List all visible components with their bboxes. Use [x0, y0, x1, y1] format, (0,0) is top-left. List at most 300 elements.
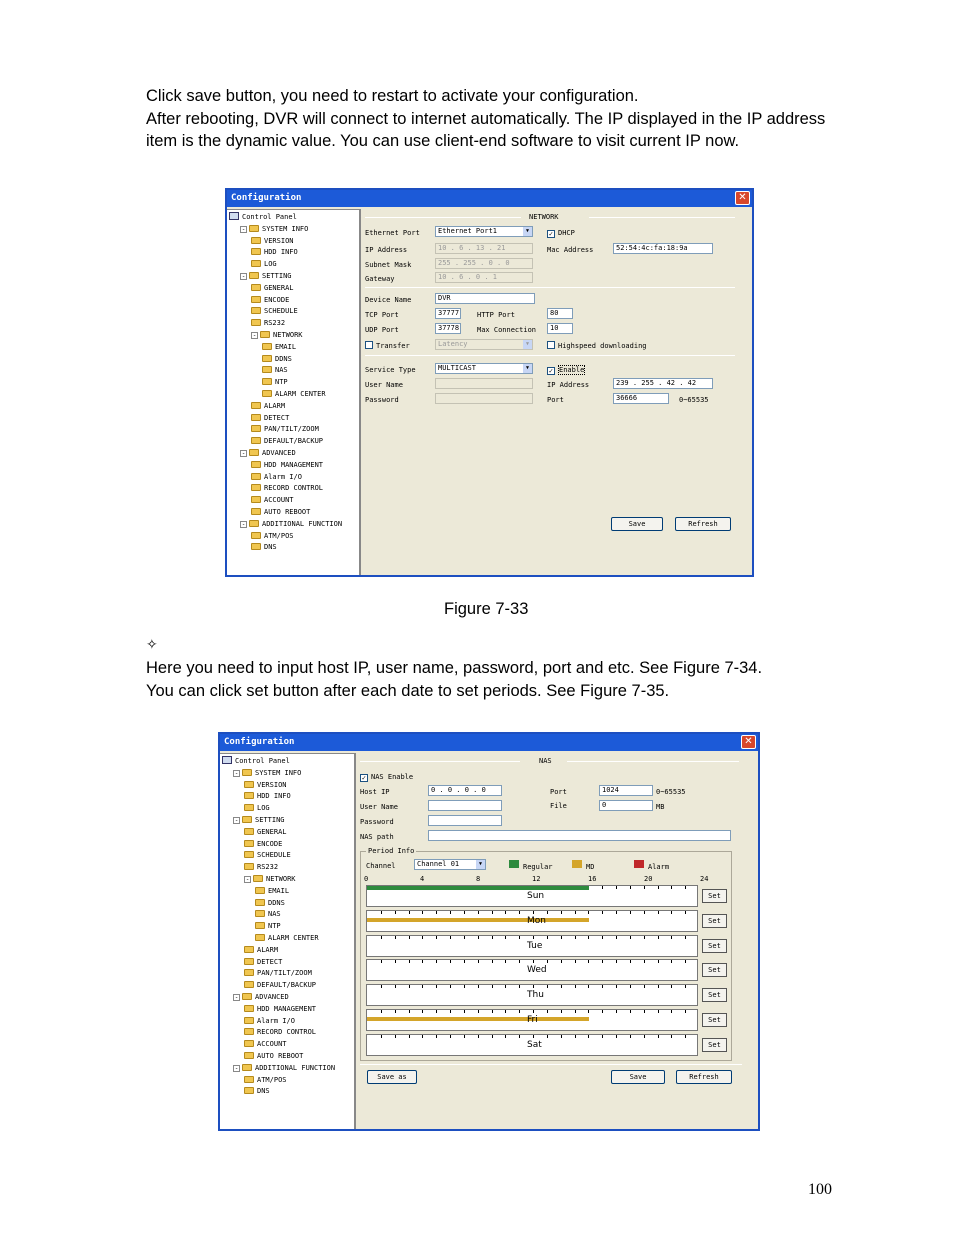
- collapse-icon[interactable]: -: [241, 225, 246, 233]
- password-field[interactable]: [435, 393, 533, 404]
- tree-item-setting[interactable]: [233, 815, 285, 826]
- tree-item-label: RECORD CONTROL: [257, 1028, 317, 1037]
- tree-item-hdd-info[interactable]: [244, 791, 291, 802]
- hour-tick: [630, 1035, 631, 1038]
- tree-item-schedule[interactable]: [251, 306, 298, 317]
- folder-icon: [244, 804, 254, 811]
- tree-item-auto-reboot[interactable]: [251, 507, 310, 518]
- collapse-icon[interactable]: -: [252, 332, 257, 339]
- host-ip-label: Host IP: [360, 788, 390, 796]
- folder-icon: [251, 237, 261, 244]
- folder-icon: [251, 296, 261, 303]
- hour-tick: [409, 936, 410, 939]
- hour-tick: [644, 886, 645, 889]
- hour-tick: [464, 960, 465, 963]
- service-type-label: Service Type: [365, 366, 416, 374]
- nas-config-window: [218, 732, 760, 1131]
- set-button-sun[interactable]: Set: [702, 889, 727, 903]
- hour-tick: [685, 1010, 686, 1013]
- tree-item-label: HDD MANAGEMENT: [264, 460, 324, 469]
- hour-tick: [671, 911, 672, 914]
- collapse-icon[interactable]: -: [241, 450, 246, 457]
- hour-tick: [422, 1035, 423, 1038]
- tree-item-rs232[interactable]: [251, 318, 285, 329]
- chevron-down-icon: ▼: [523, 227, 532, 236]
- folder-icon: [255, 934, 265, 941]
- ip-address-field[interactable]: [435, 243, 533, 254]
- set-button-mon[interactable]: Set: [702, 914, 727, 928]
- legend-swatch: [634, 860, 644, 868]
- folder-icon: [251, 461, 261, 468]
- hour-tick: [630, 960, 631, 963]
- collapse-icon[interactable]: -: [234, 1064, 239, 1072]
- tree-item-default-backup[interactable]: [251, 436, 323, 447]
- hour-tick: [505, 1035, 506, 1038]
- config-tree: [220, 753, 356, 1129]
- highspeed-label: Highspeed downloading: [558, 342, 647, 350]
- tree-item-detect[interactable]: [244, 957, 282, 968]
- nas-user-field[interactable]: [428, 800, 502, 811]
- body-paragraph: [146, 657, 826, 702]
- tree-item-hdd-management[interactable]: [251, 460, 323, 471]
- collapse-icon[interactable]: -: [234, 994, 239, 1001]
- hour-tick: [671, 886, 672, 889]
- hour-tick: [519, 936, 520, 939]
- folder-icon: [255, 899, 265, 906]
- hour-tick: [588, 960, 589, 963]
- file-field[interactable]: [599, 800, 653, 811]
- tree-item-schedule[interactable]: [244, 850, 291, 861]
- computer-icon: [229, 212, 239, 220]
- tree-item-label: RECORD CONTROL: [264, 484, 324, 493]
- hour-tick: [519, 1035, 520, 1038]
- hour-tick: [464, 936, 465, 939]
- port-value: 36666: [616, 394, 638, 402]
- hour-tick-label: 0: [364, 875, 369, 883]
- window-title: Configuration: [224, 737, 295, 747]
- tree-item-account[interactable]: [244, 1039, 287, 1050]
- hour-tick: [409, 985, 410, 988]
- udp-port-field[interactable]: [435, 323, 461, 334]
- hour-tick: [685, 1035, 686, 1038]
- tree-item-label: Control Panel: [235, 757, 290, 765]
- tree-item-version[interactable]: [251, 236, 294, 247]
- window-title-bar: [227, 190, 752, 207]
- device-name-field[interactable]: [435, 293, 535, 304]
- tree-item-pan-tilt-zoom[interactable]: [251, 424, 319, 435]
- collapse-icon[interactable]: -: [241, 273, 246, 280]
- tree-item-setting[interactable]: [240, 271, 292, 282]
- tree-item-label: DEFAULT/BACKUP: [264, 437, 324, 446]
- figure-caption: Figure 7-33: [444, 600, 529, 618]
- legend-label: Alarm: [648, 863, 670, 871]
- tree-item-alarm-center[interactable]: [262, 389, 326, 400]
- tree-item-record-control[interactable]: [244, 1027, 316, 1038]
- hour-tick: [616, 985, 617, 988]
- checkbox-icon: ✓: [361, 774, 367, 782]
- folder-icon: [244, 958, 254, 965]
- hour-tick: [547, 1010, 548, 1013]
- hour-tick: [658, 936, 659, 939]
- folder-icon: [251, 260, 261, 267]
- collapse-icon[interactable]: -: [234, 769, 239, 777]
- config-tree: [227, 209, 361, 575]
- hour-tick: [450, 1035, 451, 1038]
- multicast-ip-field[interactable]: [613, 378, 713, 389]
- tree-item-version[interactable]: [244, 780, 287, 791]
- tree-item-encode[interactable]: [244, 839, 282, 850]
- hour-tick: [395, 960, 396, 963]
- hour-tick: [644, 936, 645, 939]
- set-button-wed[interactable]: Set: [702, 963, 727, 977]
- hour-tick: [602, 1035, 603, 1038]
- tree-item-additional-function[interactable]: [233, 1063, 335, 1074]
- hour-tick: [478, 985, 479, 988]
- ethernet-port-value: Ethernet Port1: [438, 227, 498, 235]
- tree-item-label: VERSION: [257, 780, 287, 789]
- hour-tick: [616, 911, 617, 914]
- nas-port-range-text: 0~65535: [656, 788, 686, 796]
- tree-item-dns[interactable]: [251, 542, 277, 553]
- tree-item-detect[interactable]: [251, 413, 289, 424]
- hour-tick: [685, 985, 686, 988]
- hour-tick: [547, 985, 548, 988]
- hour-tick: [561, 985, 562, 988]
- tree-item-control-panel[interactable]: [222, 756, 290, 767]
- hour-tick: [575, 1035, 576, 1038]
- hour-tick: [492, 911, 493, 914]
- hour-tick: [685, 911, 686, 914]
- tree-item-label: ADDITIONAL FUNCTION: [255, 1063, 336, 1072]
- folder-icon: [244, 1040, 254, 1047]
- gateway-field[interactable]: [435, 272, 533, 283]
- hour-tick: [381, 985, 382, 988]
- tree-item-ntp[interactable]: [255, 921, 281, 932]
- hour-tick: [588, 985, 589, 988]
- set-button-fri[interactable]: Set: [702, 1013, 727, 1027]
- hour-tick: [644, 1035, 645, 1038]
- collapse-icon[interactable]: -: [241, 520, 246, 528]
- day-bar-thu[interactable]: [366, 984, 698, 1006]
- tree-item-general[interactable]: [251, 283, 294, 294]
- hour-tick: [616, 1035, 617, 1038]
- folder-icon: [251, 307, 261, 314]
- port-range-text: 0~65535: [679, 396, 709, 404]
- day-label: Thu: [527, 990, 544, 1001]
- tree-item-nas[interactable]: [255, 909, 281, 920]
- hour-tick: [533, 936, 534, 939]
- tree-item-label: DETECT: [257, 957, 283, 966]
- tree-item-atm-pos[interactable]: [244, 1075, 287, 1086]
- nas-password-field[interactable]: [428, 815, 502, 826]
- multicast-ip-value: 239 . 255 . 42 . 42: [616, 379, 697, 387]
- folder-icon: [242, 816, 252, 823]
- nas-enable-label: NAS Enable: [371, 773, 414, 781]
- bullet-icon: ✧: [146, 636, 158, 652]
- port-field[interactable]: [613, 393, 669, 404]
- tree-item-alarm[interactable]: [244, 945, 278, 956]
- max-connection-label: Max Connection: [477, 326, 537, 334]
- folder-icon: [244, 1005, 254, 1012]
- hour-tick: [409, 960, 410, 963]
- tree-item-system-info[interactable]: [240, 224, 308, 235]
- tree-item-nas[interactable]: [262, 365, 288, 376]
- device-name-label: Device Name: [365, 296, 412, 304]
- tree-item-label: ALARM: [257, 945, 279, 954]
- tree-item-label: NTP: [275, 378, 288, 387]
- save-as-button[interactable]: Save as: [367, 1070, 417, 1084]
- hour-tick: [644, 911, 645, 914]
- max-connection-field[interactable]: [547, 323, 573, 334]
- channel-label: Channel: [366, 862, 396, 870]
- day-bar-fri[interactable]: [366, 1009, 698, 1031]
- http-port-field[interactable]: [547, 308, 573, 319]
- hour-tick: [395, 1010, 396, 1013]
- set-button-tue[interactable]: Set: [702, 939, 727, 953]
- tree-item-default-backup[interactable]: [244, 980, 316, 991]
- folder-icon: [242, 993, 252, 1000]
- day-bar-mon[interactable]: [366, 910, 698, 932]
- hour-tick: [533, 1010, 534, 1013]
- day-bar-sun[interactable]: [366, 885, 698, 907]
- day-label: Sun: [527, 891, 545, 901]
- highspeed-checkbox[interactable]: [547, 341, 647, 351]
- ethernet-port-label: Ethernet Port: [365, 229, 420, 237]
- close-icon[interactable]: ✕: [741, 735, 756, 749]
- tree-item-label: DEFAULT/BACKUP: [257, 981, 317, 990]
- tree-item-control-panel[interactable]: [229, 212, 297, 223]
- hour-tick: [644, 960, 645, 963]
- day-bar-sat[interactable]: [366, 1034, 698, 1056]
- hour-tick: [409, 1035, 410, 1038]
- hour-tick: [478, 1035, 479, 1038]
- tree-item-ddns[interactable]: [262, 354, 292, 365]
- tree-item-log[interactable]: [244, 803, 270, 814]
- hour-tick: [422, 960, 423, 963]
- hour-tick: [422, 911, 423, 914]
- channel-select[interactable]: [414, 859, 486, 870]
- hour-tick: [505, 936, 506, 939]
- nas-enable-checkbox[interactable]: [360, 772, 413, 782]
- intro-line-2: After rebooting, DVR will connect to internet automatically. The IP displayed in the IP address item is the dynamic value. You can use client-end software to visit current IP now.: [146, 109, 826, 150]
- hour-tick: [395, 911, 396, 914]
- tree-item-alarm-i-o[interactable]: [251, 472, 302, 483]
- folder-icon: [260, 331, 270, 338]
- tree-item-label: LOG: [257, 804, 270, 813]
- hour-tick: [561, 1010, 562, 1013]
- tree-item-label: Alarm I/O: [257, 1016, 295, 1025]
- tree-item-advanced[interactable]: [233, 992, 289, 1003]
- tree-item-label: ENCODE: [264, 295, 290, 304]
- folder-icon: [262, 390, 272, 397]
- enable-checkbox[interactable]: [547, 365, 585, 375]
- tree-item-dns[interactable]: [244, 1086, 270, 1097]
- close-icon[interactable]: ✕: [735, 191, 750, 205]
- hour-tick: [616, 960, 617, 963]
- folder-icon: [249, 449, 259, 456]
- hour-tick: [492, 1010, 493, 1013]
- day-bar-wed[interactable]: [366, 959, 698, 981]
- folder-icon: [244, 981, 254, 988]
- hour-tick: [533, 911, 534, 914]
- hour-tick: [409, 1010, 410, 1013]
- hour-tick: [671, 985, 672, 988]
- hour-tick: [616, 936, 617, 939]
- intro-paragraph: [146, 85, 826, 153]
- tree-item-log[interactable]: [251, 259, 277, 270]
- nas-path-label: NAS path: [360, 833, 394, 841]
- folder-icon: [251, 484, 261, 491]
- folder-icon: [244, 1087, 254, 1094]
- subnet-mask-field[interactable]: [435, 258, 533, 269]
- hour-tick: [658, 886, 659, 889]
- hour-tick: [478, 1010, 479, 1013]
- tree-item-account[interactable]: [251, 495, 294, 506]
- tree-item-network[interactable]: [251, 330, 303, 341]
- hour-tick: [505, 960, 506, 963]
- hour-tick: [602, 936, 603, 939]
- tree-item-encode[interactable]: [251, 295, 289, 306]
- file-label: File: [550, 802, 567, 810]
- hour-tick: [547, 936, 548, 939]
- folder-icon: [244, 863, 254, 870]
- hour-tick: [381, 911, 382, 914]
- hour-tick: [395, 936, 396, 939]
- file-unit: MB: [656, 803, 665, 811]
- hour-tick: [436, 911, 437, 914]
- udp-port-label: UDP Port: [365, 326, 399, 334]
- hour-tick: [658, 1035, 659, 1038]
- hour-tick: [436, 985, 437, 988]
- folder-icon: [262, 343, 272, 350]
- transfer-checkbox[interactable]: [365, 341, 410, 351]
- hour-tick: [395, 1035, 396, 1038]
- hour-tick: [436, 936, 437, 939]
- hour-tick: [519, 960, 520, 963]
- day-bar-tue[interactable]: [366, 935, 698, 957]
- hour-tick: [381, 1010, 382, 1013]
- period-info-title: Period Info: [368, 847, 415, 855]
- hour-tick: [464, 1035, 465, 1038]
- tree-item-alarm[interactable]: [251, 401, 285, 412]
- day-label: Tue: [527, 940, 543, 951]
- hour-tick: [561, 936, 562, 939]
- folder-icon: [244, 1052, 254, 1059]
- day-label: Fri: [527, 1015, 538, 1025]
- collapse-icon[interactable]: -: [245, 876, 250, 883]
- hour-tick: [505, 911, 506, 914]
- hour-tick: [588, 1035, 589, 1038]
- collapse-icon[interactable]: -: [234, 817, 239, 824]
- tcp-port-field[interactable]: [435, 308, 461, 319]
- tree-item-hdd-management[interactable]: [244, 1004, 316, 1015]
- tree-item-atm-pos[interactable]: [251, 531, 294, 542]
- ethernet-port-select[interactable]: [435, 226, 533, 237]
- channel-value: Channel 01: [417, 860, 460, 868]
- hour-tick: [464, 911, 465, 914]
- refresh-button[interactable]: Refresh: [675, 517, 731, 531]
- folder-icon: [251, 425, 261, 432]
- set-button-sat[interactable]: Set: [702, 1038, 727, 1052]
- tree-item-label: VERSION: [264, 236, 294, 245]
- tree-item-email[interactable]: [262, 342, 296, 353]
- nas-path-field[interactable]: [428, 830, 731, 841]
- folder-icon: [253, 875, 263, 882]
- tree-item-label: LOG: [264, 260, 277, 269]
- hour-tick-label: 24: [700, 875, 709, 883]
- multicast-ip-label: IP Address: [547, 381, 590, 389]
- hour-tick: [575, 1010, 576, 1013]
- tree-item-network[interactable]: [244, 874, 296, 885]
- tcp-port-value: 37777: [438, 309, 460, 317]
- tree-item-system-info[interactable]: [233, 768, 301, 779]
- tree-item-label: SCHEDULE: [257, 851, 291, 860]
- ip-address-label: IP Address: [365, 246, 408, 254]
- password-label: Password: [365, 396, 399, 404]
- folder-icon: [244, 828, 254, 835]
- tree-item-label: HDD MANAGEMENT: [257, 1004, 317, 1013]
- save-button[interactable]: Save: [611, 1070, 665, 1084]
- tree-item-label: ALARM: [264, 401, 286, 410]
- tree-item-label: PAN/TILT/ZOOM: [264, 425, 319, 434]
- transfer-select[interactable]: [435, 339, 533, 350]
- hour-tick: [422, 985, 423, 988]
- folder-icon: [244, 1017, 254, 1024]
- tree-item-ddns[interactable]: [255, 898, 285, 909]
- nas-port-field[interactable]: [599, 785, 653, 796]
- tree-item-label: NTP: [268, 922, 281, 931]
- tree-item-additional-function[interactable]: [240, 519, 342, 530]
- hour-tick-label: 8: [476, 875, 481, 883]
- service-type-select[interactable]: [435, 363, 533, 374]
- hour-tick: [409, 911, 410, 914]
- host-ip-field[interactable]: [428, 785, 502, 796]
- user-name-field[interactable]: [435, 378, 533, 389]
- tree-item-general[interactable]: [244, 827, 287, 838]
- tree-item-record-control[interactable]: [251, 483, 323, 494]
- page-number: 100: [808, 1181, 832, 1198]
- refresh-button[interactable]: Refresh: [676, 1070, 732, 1084]
- tree-item-pan-tilt-zoom[interactable]: [244, 968, 312, 979]
- hour-tick: [422, 1010, 423, 1013]
- tree-item-ntp[interactable]: [262, 377, 288, 388]
- tree-item-rs232[interactable]: [244, 862, 278, 873]
- tree-item-alarm-center[interactable]: [255, 933, 319, 944]
- hour-tick: [436, 960, 437, 963]
- tree-item-auto-reboot[interactable]: [244, 1051, 303, 1062]
- network-section-title: NETWORK: [529, 213, 559, 221]
- device-name-value: DVR: [438, 294, 451, 302]
- tree-item-email[interactable]: [255, 886, 289, 897]
- dhcp-checkbox[interactable]: [547, 228, 575, 238]
- mac-address-value: 52:54:4c:fa:18:9a: [616, 244, 688, 252]
- tree-item-label: DDNS: [275, 354, 292, 363]
- tree-item-advanced[interactable]: [240, 448, 296, 459]
- folder-icon: [242, 1064, 252, 1071]
- tree-item-alarm-i-o[interactable]: [244, 1016, 295, 1027]
- chevron-down-icon: ▼: [476, 860, 485, 869]
- set-button-thu[interactable]: Set: [702, 988, 727, 1002]
- checkbox-icon: [365, 341, 373, 349]
- hour-tick: [685, 886, 686, 889]
- mac-address-field[interactable]: [613, 243, 713, 254]
- tree-item-label: RS232: [264, 319, 286, 328]
- tree-item-hdd-info[interactable]: [251, 247, 298, 258]
- tree-item-label: ATM/POS: [264, 531, 294, 540]
- nas-user-label: User Name: [360, 803, 398, 811]
- hour-tick: [671, 960, 672, 963]
- save-button[interactable]: Save: [611, 517, 663, 531]
